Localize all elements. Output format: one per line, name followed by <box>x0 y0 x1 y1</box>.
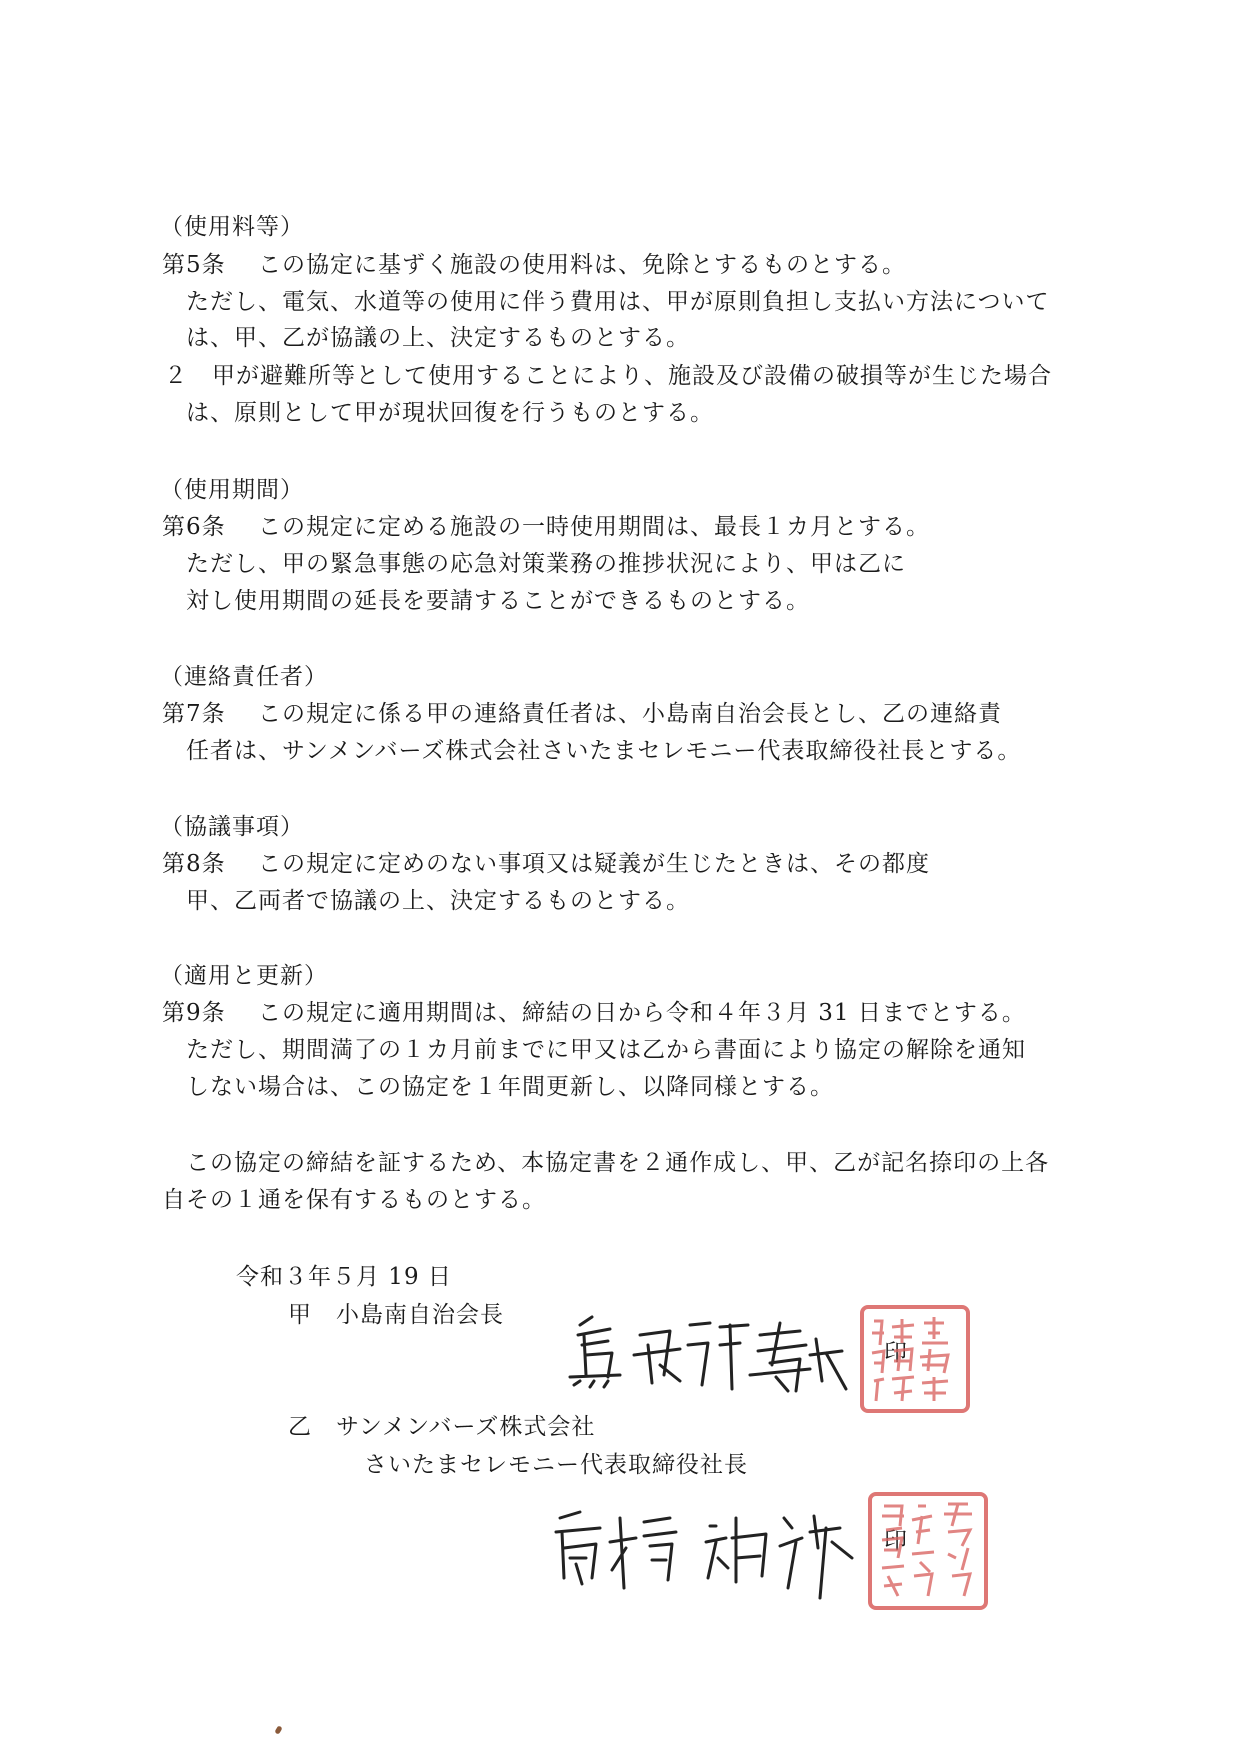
article5-line2: ただし、電気、水道等の使用に伴う費用は、甲が原則負担し支払い方法について <box>186 289 1050 315</box>
article6-line1: 第6条 この規定に定める施設の一時使用期間は、最長１カ月とする。 <box>162 514 930 540</box>
seal-mark-a: 印 <box>884 1340 907 1366</box>
article5-line1: 第5条 この協定に基ずく施設の使用料は、免除とするものとする。 <box>162 252 906 278</box>
party-b-seal-glyphs <box>872 1496 984 1606</box>
article8-line1: 第8条 この規定に定めのない事項又は疑義が生じたときは、その都度 <box>162 851 930 877</box>
article5-line4: ２ 甲が避難所等として使用することにより、施設及び設備の破損等が生じた場合 <box>164 363 1052 389</box>
article5-line5: は、原則として甲が現状回復を行うものとする。 <box>186 400 714 426</box>
article8-line2: 甲、乙両者で協議の上、決定するものとする。 <box>186 888 690 914</box>
paper-speck <box>274 1725 282 1734</box>
article9-line3: しない場合は、この協定を１年間更新し、以降同様とする。 <box>186 1074 834 1100</box>
article9-line2: ただし、期間満了の１カ月前までに甲又は乙から書面により協定の解除を通知 <box>186 1037 1026 1063</box>
party-b-seal-stamp <box>868 1492 988 1610</box>
party-b-label: 乙 サンメンバーズ株式会社 <box>288 1414 596 1440</box>
party-a-label: 甲 小島南自治会長 <box>288 1302 504 1328</box>
article9-heading: （適用と更新） <box>160 963 328 989</box>
party-b-title: さいたまセレモニー代表取締役社長 <box>364 1452 748 1478</box>
party-b-handwritten-signature <box>540 1498 870 1608</box>
article5-line3: は、甲、乙が協議の上、決定するものとする。 <box>186 325 690 351</box>
article7-heading: （連絡責任者） <box>160 664 328 690</box>
article7-line1: 第7条 この規定に係る甲の連絡責任者は、小島南自治会長とし、乙の連絡責 <box>162 701 1002 727</box>
article7-line2: 任者は、サンメンバーズ株式会社さいたまセレモニー代表取締役社長とする。 <box>186 738 1022 764</box>
closing-line1: この協定の締結を証するため、本協定書を２通作成し、甲、乙が記名捺印の上各 <box>186 1150 1050 1176</box>
article6-heading: （使用期間） <box>160 477 304 503</box>
article9-line1: 第9条 この規定に適用期間は、締結の日から令和４年３月 31 日までとする。 <box>162 1000 1026 1026</box>
party-a-seal-glyphs <box>864 1309 966 1409</box>
article6-line2: ただし、甲の緊急事態の応急対策業務の推捗状況により、甲は乙に <box>186 551 906 577</box>
party-a-handwritten-signature <box>560 1305 850 1395</box>
party-a-seal-stamp <box>860 1305 970 1413</box>
article5-heading: （使用料等） <box>160 214 304 240</box>
article6-line3: 対し使用期間の延長を要請することができるものとする。 <box>186 588 810 614</box>
article8-heading: （協議事項） <box>160 814 304 840</box>
seal-mark-b: 印 <box>884 1528 907 1554</box>
signature-date: 令和３年５月 19 日 <box>236 1264 452 1290</box>
closing-line2: 自その１通を保有するものとする。 <box>162 1187 546 1213</box>
